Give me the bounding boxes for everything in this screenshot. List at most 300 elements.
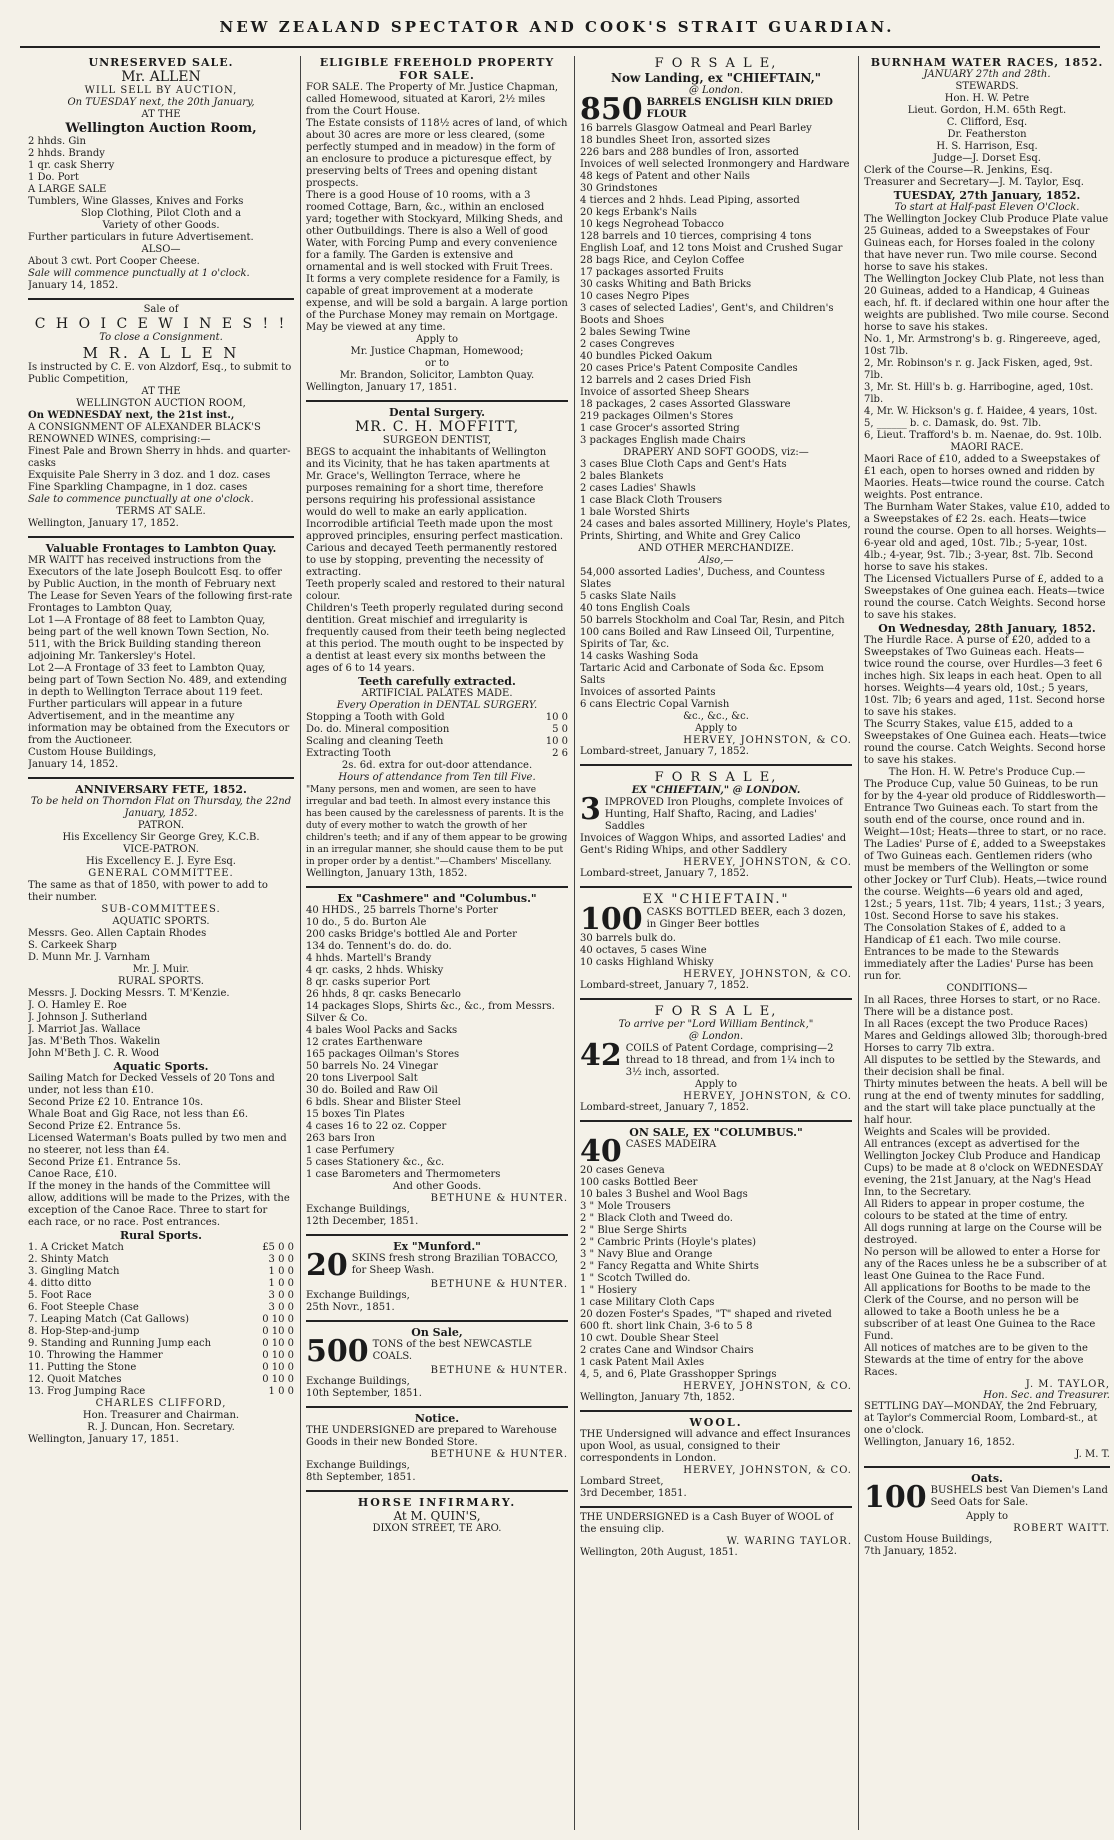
service-price: 5 0 [552,724,568,735]
place: Exchange Buildings, [306,1376,410,1387]
text-line: At M. QUIN'S, [393,1509,481,1523]
advert-heading: F O R S A L E, [654,770,778,785]
advert-cashmere-columbus [306,892,568,1228]
list-item: 165 packages Oilman's Stores [306,1049,460,1060]
race-day: On Wednesday, 28th January, 1852. [878,622,1096,635]
section-heading: STEWARDS. [955,81,1019,92]
rule [306,1234,568,1236]
list-item: 2 " Cambric Prints (Hoyle's plates) [580,1237,757,1248]
text-line: To start at Half-past Eleven O'Clock. [894,202,1080,213]
list-item: 12 barrels and 2 cases Dried Fish [580,375,751,386]
list-item: 2 bales Blankets [580,471,664,482]
advert-heading: Ex "Munford." [393,1240,481,1253]
list-item: 3 " Navy Blue and Orange [580,1249,713,1260]
list-item: J. Marriot Jas. Wallace [28,1024,141,1035]
prize-value: 0 10 0 [262,1350,294,1361]
list-item: Dr. Featherston [947,129,1027,140]
advert-heading: ANNIVERSARY FETE, 1852. [75,783,247,796]
text-line: FOR SALE. The Property of Mr. Justice Chapman, called Homewood, situated at Karori, 2½ miles from the Court House. [306,82,559,117]
list-item: 30 do. Boiled and Raw Oil [306,1085,438,1096]
prize-row [28,1326,294,1338]
prize-row [28,1374,294,1386]
text-line: Mr. Justice Chapman, Homewood; [350,346,524,357]
terms: TERMS AT SALE. [116,506,206,517]
advert-date: 7th January, 1852. [864,1546,957,1557]
list-item: C. Clifford, Esq. [946,117,1028,128]
quantity-number: 100 [580,902,643,937]
list-item: 20 tons Liverpool Salt [306,1073,418,1084]
quote: "Many persons, men and women, are seen to have irregular and bad teeth. In almost every instance this has been caused by the carelessness of parents. It is the duty of every mother to watch the growth of her children's teeth; and if any of them appear to be growing in an irregular manner, she should cause them to be put in proper order by a dentist."—Chambers' Miscellany. [306,785,568,867]
column-rule [574,56,575,1830]
list-item: 2 cases Congreves [580,339,675,350]
advert-coals [306,1326,568,1400]
list-item: 1 case Perfumery [306,1145,395,1156]
rule [580,1120,852,1122]
list-item: 20 cases Geneva [580,1165,665,1176]
list-item: 4, Mr. W. Hickson's g. f. Haidee, 4 years, 10st. [864,406,1098,417]
column-1 [28,56,294,1830]
text-line: The same as that of 1850, with power to add to their number. [28,880,268,903]
rule [580,886,852,888]
list-item: 26 hhds, 8 qr. casks Benecarlo [306,989,461,1000]
text-line: or to [424,358,450,369]
event-name: 2. Shinty Match [28,1254,109,1265]
section-heading: AND OTHER MERCHANDIZE. [638,543,794,554]
list-item: A LARGE SALE [28,184,107,195]
prize-value: 1 0 0 [268,1266,294,1277]
list-item: 8 qr. casks superior Port [306,977,431,988]
list-item: 2 bales Sewing Twine [580,327,691,338]
section-heading: CONDITIONS— [946,983,1028,994]
signature: HERVEY, JOHNSTON, & CO. [683,969,852,980]
prize-row [28,1338,294,1350]
prize-value: 1 0 0 [268,1386,294,1397]
list-item: 4 tierces and 2 hhds. Lead Piping, assorted [580,195,800,206]
event-name: 3. Gingling Match [28,1266,120,1277]
advert-wool-buyer [580,1512,852,1559]
text-line: Carious and decayed Teeth permanently restored to use by stopping, preventing the necessity of extracting. [306,543,558,578]
column-2 [306,56,568,1830]
list-item: Lieut. Gordon, H.M. 65th Regt. [907,105,1067,116]
text-line: Mr. Brandon, Solicitor, Lambton Quay. [339,370,535,381]
list-item: 24 cases and bales assorted Millinery, Hoyle's Plates, Prints, Shirting, and White and Grey Calico [580,519,851,542]
list-item: Second Prize £1. Entrance 5s. [28,1157,181,1168]
list-item: 3 packages English made Chairs [580,435,746,446]
list-item: 2 " Black Cloth and Tweed do. [580,1213,733,1224]
list-item: Tumblers, Wine Glasses, Knives and Forks [28,196,244,207]
list-item: 50 barrels Stockholm and Coal Tar, Resin, and Pitch [580,615,845,626]
advert-heading: Sale of [143,304,179,315]
condition: In all Races, three Horses to start, or no Race. There will be a distance post. [864,995,1101,1018]
list-item: 100 cans Boiled and Raw Linseed Oil, Turpentine, Spirits of Tar, &c. [580,627,835,650]
quantity-number: 850 [580,92,643,127]
quantity-number: 40 [580,1134,622,1169]
list-item: 2 crates Cane and Windsor Chairs [580,1345,754,1356]
event-name: 4. ditto ditto [28,1278,92,1289]
advert-heading: WOOL. [689,1416,743,1429]
section-heading: GENERAL COMMITTEE. [88,868,234,879]
rule [580,998,852,1000]
race-entry: The Consolation Stakes of £, added to a Handicap of £1 each. Two mile course. Entrances to be made to the Stewards immediately after the Ladies' Purse has been run for. [864,923,1094,982]
text-line: Judge—J. Dorset Esq. [933,153,1041,164]
list-item: 54,000 assorted Ladies', Duchess, and Countess Slates [580,567,825,590]
sale-note: Sale to commence punctually at one o'clock. [28,494,254,505]
advert-date: Wellington, January 17, 1851. [28,1434,179,1445]
prize-row [28,1266,294,1278]
advert-notice [306,1412,568,1484]
list-item: 4 bales Wool Packs and Sacks [306,1025,458,1036]
advert-cordage [580,1004,852,1114]
signature: BETHUNE & HUNTER. [430,1279,568,1290]
advert-heading: HORSE INFIRMARY. [357,1496,517,1509]
advert-ploughs [580,770,852,880]
race-entry: The Hurdle Race. A purse of £20, added to a Sweepstakes of Two Guineas each. Heats—twice round the course, over Hurdles—3 feet 6 inches high. Six leaps in each heat. Open to all horses. Weights—4 years old, 10st.; 5 years, 10st. 7lb; 6 years and aged, 11st. Second horse to save his stakes. [864,635,1105,718]
text-line: Teeth properly scaled and restored to their natural colour. [306,579,565,602]
section-heading: ARTIFICIAL PALATES MADE. [361,688,513,699]
list-item: Tartaric Acid and Carbonate of Soda &c. Epsom Salts [580,663,824,686]
condition: All applications for Booths to be made to the Clerk of the Course, and no person will be allowed to take a Booth unless he be a subscriber of at least One Guinea to the Race Fund. [864,1283,1096,1342]
list-item: 100 casks Bottled Beer [580,1177,698,1188]
advert-date: January 14, 1852. [28,280,119,291]
prize-row [28,1278,294,1290]
text-line: THE Undersigned will advance and effect Insurances upon Wool, as usual, consigned to their correspondents in London. [580,1429,851,1464]
event-name: 1. A Cricket Match [28,1242,124,1253]
signature: HERVEY, JOHNSTON, & CO. [683,1381,852,1392]
text-line: CASES MADEIRA [625,1139,717,1150]
race-entry: The Burnham Water Stakes, value £10, added to a Sweepstakes of £2 2s. each. Heats—twice round the course. Open to all horses. Weights—6-year old and aged, 10st. 7lb.; 5-year, 10st. 4lb.; 4-year, 9st. 7lb.; 3-year, 8st. 7lb. Second horse to save his stakes. [864,502,1110,573]
advert-heading: F O R S A L E, [654,1004,778,1019]
advert-madeira [580,1126,852,1404]
list-item: 200 casks Bridge's bottled Ale and Porter [306,929,517,940]
text-line: His Excellency Sir George Grey, K.C.B. [62,832,260,843]
event-name: 11. Putting the Stone [28,1362,137,1373]
list-item: 3, Mr. St. Hill's b. g. Harribogine, aged, 10st. 7lb. [864,382,1094,405]
advert-date: 12th December, 1851. [306,1216,419,1227]
list-item: 2 cases Ladies' Shawls [580,483,696,494]
advert-subtitle: EX "CHIEFTAIN," @ LONDON. [631,785,801,796]
list-item: Messrs. J. Docking Messrs. T. M'Kenzie. [28,988,230,999]
advert-date: Wellington, 20th August, 1851. [580,1547,738,1558]
list-item: 1 case Black Cloth Trousers [580,495,723,506]
condition: All Riders to appear in proper costume, the colours to be stated at the time of entry. [864,1199,1085,1222]
list-item: 1 " Hosiery [580,1285,637,1296]
list-item: Invoice of assorted Sheep Shears [580,387,750,398]
advert-title: C H O I C E W I N E S ! ! [34,316,288,332]
advert-heading: Notice. [414,1412,460,1425]
advert-wool [580,1416,852,1500]
prize-row [28,1350,294,1362]
rule [580,1506,852,1508]
advert-horse-infirmary [306,1496,568,1535]
condition: All dogs running at large on the Course will be destroyed. [864,1223,1102,1246]
quantity-number: 42 [580,1038,622,1073]
list-item: 18 packages, 2 cases Assorted Glassware [580,399,791,410]
price-row [306,712,568,724]
list-item: 6 cans Electric Copal Varnish [580,699,730,710]
column-rule [858,56,859,1830]
list-item: Sailing Match for Decked Vessels of 20 Tons and under, not less than £10. [28,1073,275,1096]
list-item: 219 packages Oilmen's Stores [580,411,734,422]
service-name: Extracting Tooth [306,748,391,759]
list-item: Jas. M'Beth Thos. Wakelin [28,1036,161,1047]
list-item: 5 casks Slate Nails [580,591,676,602]
prize-value: 0 10 0 [262,1326,294,1337]
advert-subtitle: To be held on Thorndon Flat on Thursday, the 22nd January, 1852. [30,796,292,819]
event-name: 5. Foot Race [28,1290,92,1301]
list-item: No. 1, Mr. Armstrong's b. g. Ringereeve, aged, 10st 7lb. [864,334,1101,357]
advert-heading: EX "CHIEFTAIN." [642,892,790,907]
text-line: AT THE [141,386,181,397]
text-line: MR WAITT has received instructions from the Executors of the late Joseph Boulcott Esq. to offer by Public Auction, in the month of February next [28,555,282,590]
list-item: 30 casks Whiting and Bath Bricks [580,279,752,290]
advert-heading: ELIGIBLE FREEHOLD PROPERTY FOR SALE. [319,56,555,82]
list-item: 5, ______ b. c. Damask, do. 9st. 7lb. [864,418,1042,429]
list-item: 15 boxes Tin Plates [306,1109,405,1120]
list-item: 2 " Fancy Regatta and White Shirts [580,1261,759,1272]
signature: ROBERT WAITT. [1013,1523,1110,1534]
advert-date: 8th September, 1851. [306,1472,416,1483]
top-rule [20,46,1100,48]
list-item: S. Carkeek Sharp [28,940,117,951]
prize-value: 3 0 0 [268,1254,294,1265]
advert-date: 10th September, 1851. [306,1388,422,1399]
service-price: 10 0 [545,736,568,747]
list-item: 48 kegs of Patent and other Nails [580,171,750,182]
signature: HERVEY, JOHNSTON, & CO. [683,1465,852,1476]
text-line: AT THE [141,109,181,120]
list-item: Canoe Race, £10. [28,1169,118,1180]
text-line: There is a good House of 10 rooms, with a 3 roomed Cottage, Barn, &c., within an enclosed yard; together with Stockyard, Milking Sheds, and other Outbuildings. There is also a Well of good Water, with Forcing Pump and every convenience for a family. The Garden is extensive and ornamental and is well stocked with Fruit Trees. [306,190,563,273]
list-item: 10 casks Highland Whisky [580,957,714,968]
place: DIXON STREET, TE ARO. [372,1523,502,1534]
prize-row [28,1254,294,1266]
list-item: John M'Beth J. C. R. Wood [28,1048,160,1059]
prize-value: 3 0 0 [268,1302,294,1313]
quantity-number: 20 [306,1248,348,1283]
list-item: 20 dozen Foster's Spades, "T" shaped and riveted [580,1309,832,1320]
section-heading: PATRON. [137,820,185,831]
list-item: 40 bundles Picked Oakum [580,351,713,362]
place: Exchange Buildings, [306,1290,410,1301]
list-item: 128 barrels and 10 tierces, comprising 4 tons English Loaf, and 12 tons Moist and Crushed Sugar [580,231,843,254]
prize-row [28,1242,294,1254]
list-item: &c., &c., &c. [683,711,749,722]
list-item: Slop Clothing, Pilot Cloth and a [80,208,242,219]
list-item: 4, 5, and 6, Plate Grasshopper Springs [580,1369,777,1380]
list-item: About 3 cwt. Port Cooper Cheese. [28,256,200,267]
list-item: 18 bundles Sheet Iron, assorted sizes [580,135,771,146]
rule [28,536,294,538]
price-row [306,748,568,760]
text-line: @ London. [688,1031,744,1042]
sale-note: Sale will commence punctually at 1 o'clock. [28,268,250,279]
list-item: 4 hhds. Martell's Brandy [306,953,432,964]
section-heading: AQUATIC SPORTS. [112,916,210,927]
list-item: 17 packages assorted Fruits [580,267,724,278]
text-line: A CONSIGNMENT OF ALEXANDER BLACK'S RENOWNED WINES, comprising:— [28,422,261,445]
text-line: Apply to [694,723,738,734]
advert-date: January 14, 1852. [28,759,119,770]
list-item: 1 bale Worsted Shirts [580,507,690,518]
text-line: Apply to [415,334,459,345]
text-line: THE UNDERSIGNED are prepared to Warehouse Goods in their new Bonded Store. [306,1425,557,1448]
lot: Lot 2—A Frontage of 33 feet to Lambton Quay, being part of Town Section No. 489, and extending in depth to Wellington Terrace about 119 feet. [28,663,287,698]
signature: HERVEY, JOHNSTON, & CO. [683,1091,852,1102]
signature: Hon. Sec. and Treasurer. [983,1390,1110,1401]
text-line: The Estate consists of 118½ acres of land, of which about 30 acres are more or less cleared, (some perfectly stumped and in meadow) in the form of an enclosure to produce a picturesque effect, by preserving belts of Trees and opening distant prospects. [306,118,568,189]
text-line: BEGS to acquaint the inhabitants of Wellington and its Vicinity, that he has taken apartments at Mr. Grace's, Wellington Terrace, where he purposes remaining for a short time, therefore persons requiring his professional assistance would do well to make an early application. [306,447,550,518]
advert-date: 25th Novr., 1851. [306,1302,395,1313]
venue: Wellington Auction Room, [65,121,257,136]
list-item: 1 " Scotch Twilled do. [580,1273,691,1284]
advert-date: Lombard-street, January 7, 1852. [580,746,749,757]
advert-bottled-beer [580,892,852,992]
race-entry: Maori Race of £10, added to a Sweepstakes of £1 each, open to horses owned and ridden by Maories. Heats—twice round the course. Catch weights. Post entrance. [864,454,1105,501]
list-item: H. S. Harrison, Esq. [936,141,1038,152]
place: Custom House Buildings, [864,1534,993,1545]
list-item: Invoices of well selected Ironmongery and Hardware [580,159,850,170]
signature: CHARLES CLIFFORD, [95,1398,227,1409]
signature: HERVEY, JOHNSTON, & CO. [683,857,852,868]
advert-lambton-quay [28,542,294,771]
list-item: 10 do., 5 do. Burton Ale [306,917,427,928]
list-item: 5 cases Stationery &c., &c. [306,1157,445,1168]
condition: All entrances (except as advertised for the Wellington Jockey Club Produce and Handicap Cups) to be made at 8 o'clock on WEDNESDAY evening, the 21st January, at the Nag's Head Inn, to the Secretary. [864,1139,1104,1198]
section-heading: VICE-PATRON. [123,844,199,855]
advert-heading: BURNHAM WATER RACES, 1852. [870,56,1104,69]
advert-subtitle: JANUARY 27th and 28th. [923,69,1051,80]
event-name: 6. Foot Steeple Chase [28,1302,139,1313]
condition: In all Races (except the two Produce Races) Mares and Geldings allowed 3lb; thorough-bred Horses to carry 7lb extra. [864,1019,1108,1054]
advert-burnham-races [864,56,1110,1460]
section-heading: SUB-COMMITTEES. [101,904,221,915]
signature: HERVEY, JOHNSTON, & CO. [683,735,852,746]
section-heading: Teeth carefully extracted. [358,675,516,688]
prize-row [28,1362,294,1374]
advert-date: Lombard-street, January 7, 1852. [580,868,749,879]
advert-choice-wines [28,304,294,530]
list-item: 4 qr. casks, 2 hhds. Whisky [306,965,444,976]
condition: Thirty minutes between the heats. A bell will be rung at the end of twenty minutes for saddling, and the start will take place punctually at the half hour. [864,1079,1108,1126]
list-item: 10 cwt. Double Shear Steel [580,1333,719,1344]
list-item: 14 packages Slops, Shirts &c., &c., from Messrs. Silver & Co. [306,1001,555,1024]
list-item: Finest Pale and Brown Sherry in hhds. and quarter-casks [28,446,291,469]
list-item: 1 case Military Cloth Caps [580,1297,715,1308]
rule [864,1466,1110,1468]
sale-date: On WEDNESDAY next, the 21st inst., [28,410,235,421]
list-item: 20 kegs Erbank's Nails [580,207,697,218]
advert-date: Wellington, January 17, 1851. [306,382,457,393]
section-heading: RURAL SPORTS. [117,976,204,987]
list-item: 10 kegs Negrohead Tobacco [580,219,724,230]
list-item: J. O. Hamley E. Roe [28,1000,127,1011]
list-item: 2, Mr. Robinson's r. g. Jack Fisken, aged, 9st. 7lb. [864,358,1093,381]
list-item: Second Prize £2. Entrance 5s. [28,1121,181,1132]
list-item: 1 qr. cask Sherry [28,160,115,171]
text-line: Children's Teeth properly regulated during second dentition. Great mischief and irregularity is frequently caused from their teeth being neglected at this period. The mouth ought to be inspected by a dentist at least every six months between the ages of 6 to 14 years. [306,603,566,674]
advert-anniversary-fete [28,783,294,1446]
event-name: 7. Leaping Match (Cat Gallows) [28,1314,189,1325]
text-line: SKINS fresh strong Brazilian TOBACCO, for Sheep Wash. [351,1253,558,1276]
text-line: BARRELS ENGLISH KILN DRIED FLOUR [646,97,833,120]
prize-value: 0 10 0 [262,1362,294,1373]
text-line: BUSHELS best Van Diemen's Land Seed Oats for Sale. [930,1485,1108,1508]
signature: BETHUNE & HUNTER. [430,1449,568,1460]
advert-date: Wellington, January 13th, 1852. [306,868,468,879]
condition: All disputes to be settled by the Stewards, and their decision shall be final. [864,1055,1101,1078]
list-item: Mr. J. Muir. [132,964,190,975]
advert-date: 3rd December, 1851. [580,1488,687,1499]
advert-heading: Ex "Cashmere" and "Columbus." [337,892,537,905]
advert-subtitle: To arrive per "Lord William Bentinck," [618,1019,814,1030]
condition: Weights and Scales will be provided. [864,1127,1051,1138]
prize-value: 0 10 0 [262,1314,294,1325]
prize-value: £5 0 0 [262,1242,294,1253]
list-item: 3 cases Blue Cloth Caps and Gent's Hats [580,459,787,470]
list-item: 4 cases 16 to 22 oz. Copper [306,1121,447,1132]
prize-list [28,1242,294,1398]
text-line: Clerk of the Course—R. Jenkins, Esq. [864,165,1053,176]
list-item: Fine Sparkling Champagne, in 1 doz. cases [28,482,248,493]
list-item: 10 bales 3 Bushel and Wool Bags [580,1189,748,1200]
list-item: 2 hhds. Brandy [28,148,105,159]
list-item: 16 barrels Glasgow Oatmeal and Pearl Barley [580,123,812,134]
list-item: Hon. H. W. Petre [944,93,1030,104]
list-item: 40 HHDS., 25 barrels Thorne's Porter [306,905,498,916]
list-item: Further particulars in future Advertisement. [28,232,254,243]
rule [306,1320,568,1322]
list-item: 600 ft. short link Chain, 3-6 to 5 8 [580,1321,753,1332]
text-line: The Lease for Seven Years of the following first-rate Frontages to Lambton Quay, [28,591,293,614]
prize-row [28,1314,294,1326]
signature: Hon. Treasurer and Chairman. [82,1410,240,1421]
advert-date: Wellington, January 16, 1852. [864,1437,1015,1448]
place: Custom House Buildings, [28,747,157,758]
advert-dental-surgery [306,406,568,880]
section-heading: DRAPERY AND SOFT GOODS, viz:— [623,447,809,458]
list-item: 1 case Barometers and Thermometers [306,1169,501,1180]
text-line: May be viewed at any time. [306,322,446,333]
race-entry: The Wellington Jockey Club Plate, not less than 20 Guineas, added to a Handicap, 4 Guineas each, hf. ft. if declared within one hour after the weights are published. Two mile course. Second horse to save his stakes. [864,274,1110,333]
advert-oats [864,1472,1110,1558]
list-item: Exquisite Pale Sherry in 3 doz. and 1 doz. cases [28,470,271,481]
race-entry: The Ladies' Purse of £, added to a Sweepstakes of Two Guineas each. Gentlemen riders (who must be members of the Wellington or some other Jockey or Turf Club). Heats,—twice round the course. Weights—6 years old and aged, 12st.; 5 years, 11st. 7lb; 4 years, 11st.; 3 years, 10st. Second Horse to save his stakes. [864,839,1107,922]
signature: J. M. T. [1075,1449,1110,1460]
race-entry: The Hon. H. W. Petre's Produce Cup.— [888,767,1086,778]
race-entry: The Wellington Jockey Club Produce Plate value 25 Guineas, added to a Sweepstakes of Four Guineas each, for Horses foaled in the colony that have never run. Two mile course. Second horse to save his stakes. [864,214,1109,273]
auctioneer: Mr. ALLEN [121,69,201,85]
rule [580,764,852,766]
text-line: IMPROVED Iron Ploughs, complete Invoices of Hunting, Half Shafto, Racing, and Ladies' Saddles [604,797,843,832]
place: Lombard Street, [580,1476,664,1487]
list-item: 1 cask Patent Mail Axles [580,1357,705,1368]
service-price: 10 0 [545,712,568,723]
auctioneer: M R. A L L E N [82,344,240,362]
signature: J. M. TAYLOR, [1025,1379,1110,1390]
text-line: CASKS BOTTLED BEER, each 3 dozen, in Ginger Beer bottles [646,907,846,930]
rule [306,1490,568,1492]
list-item: Variety of other Goods. [102,220,220,231]
event-name: 12. Quoit Matches [28,1374,122,1385]
list-item: Invoices of assorted Paints [580,687,716,698]
list-item: Second Prize £2 10. Entrance 10s. [28,1097,204,1108]
condition: No person will be allowed to enter a Horse for any of the Races unless he be a subscriber of at least One Guinea to the Race Fund. [864,1247,1107,1282]
list-item: 2 " Blue Serge Shirts [580,1225,687,1236]
list-item: Messrs. Geo. Allen Captain Rhodes [28,928,207,939]
race-day: TUESDAY, 27th January, 1852. [893,189,1081,202]
section-heading: Rural Sports. [120,1229,202,1242]
text-line: Treasurer and Secretary—J. M. Taylor, Esq. [864,177,1084,188]
